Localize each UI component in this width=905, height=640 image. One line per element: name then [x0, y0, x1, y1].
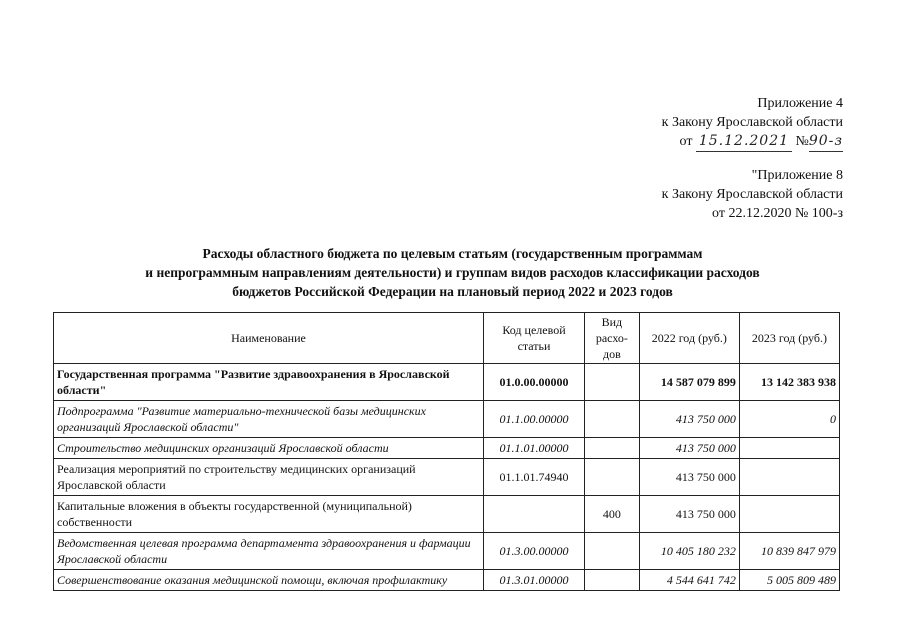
- row-2023: [739, 459, 839, 496]
- document-header: [662, 94, 843, 223]
- table-row: [54, 401, 840, 438]
- col-code-header: Код целевой статьи: [483, 313, 584, 364]
- law-line: к Закону Ярославской области: [661, 115, 843, 130]
- document-title: [50, 244, 855, 301]
- prev-appendix-line: "Приложение 8: [751, 168, 843, 183]
- table-row: [54, 533, 840, 570]
- row-2022: 413 750 000: [639, 459, 739, 496]
- row-2022: 4 544 641 742: [639, 570, 739, 591]
- col-name-header: Наименование: [54, 313, 484, 364]
- col-2023-header: 2023 год (руб.): [739, 313, 839, 364]
- row-code: 01.0.00.00000: [483, 364, 584, 401]
- row-2023: 10 839 847 979: [739, 533, 839, 570]
- row-name: Строительство медицинских организаций Ярославской области: [54, 438, 484, 459]
- table-row: [54, 459, 840, 496]
- row-vid: [585, 533, 640, 570]
- row-vid: [585, 401, 640, 438]
- row-2022: 10 405 180 232: [639, 533, 739, 570]
- row-2022: 413 750 000: [639, 438, 739, 459]
- row-code: 01.1.00.00000: [483, 401, 584, 438]
- row-vid: [585, 364, 640, 401]
- row-name: Ведомственная целевая программа департамента здравоохранения и фармации Ярославской области: [54, 533, 484, 570]
- handwritten-number: 90-з: [809, 132, 843, 152]
- row-2022: 14 587 079 899: [639, 364, 739, 401]
- table-row: [54, 364, 840, 401]
- number-label: №: [795, 134, 809, 149]
- row-vid: [585, 570, 640, 591]
- row-code: 01.1.01.00000: [483, 438, 584, 459]
- table-header-row: [54, 313, 840, 364]
- title-line-1: Расходы областного бюджета по целевым статьям (государственным программам: [202, 246, 703, 261]
- title-line-3: бюджетов Российской Федерации на плановый период 2022 и 2023 годов: [232, 284, 673, 299]
- row-vid: 400: [585, 496, 640, 533]
- table-row: [54, 496, 840, 533]
- row-code: 01.3.01.00000: [483, 570, 584, 591]
- row-2023: [739, 496, 839, 533]
- row-name: Государственная программа "Развитие здравоохранения в Ярославской области": [54, 364, 484, 401]
- row-code: 01.3.00.00000: [483, 533, 584, 570]
- row-2022: 413 750 000: [639, 401, 739, 438]
- expenses-table: [53, 312, 840, 591]
- row-code: [483, 496, 584, 533]
- row-vid: [585, 438, 640, 459]
- row-2023: 5 005 809 489: [739, 570, 839, 591]
- appendix-line: Приложение 4: [757, 96, 843, 111]
- prev-date-line: от 22.12.2020 № 100-з: [712, 206, 843, 221]
- handwritten-date: 15.12.2021: [696, 132, 792, 152]
- law-date-line: [662, 132, 843, 152]
- row-2023: 0: [739, 401, 839, 438]
- row-name: Подпрограмма "Развитие материально-технической базы медицинских организаций Ярославской области": [54, 401, 484, 438]
- col-2022-header: 2022 год (руб.): [639, 313, 739, 364]
- row-2022: 413 750 000: [639, 496, 739, 533]
- row-2023: [739, 438, 839, 459]
- prev-law-line: к Закону Ярославской области: [661, 187, 843, 202]
- row-code: 01.1.01.74940: [483, 459, 584, 496]
- row-2023: 13 142 383 938: [739, 364, 839, 401]
- row-vid: [585, 459, 640, 496]
- table-row: [54, 438, 840, 459]
- title-line-2: и непрограммным направлениям деятельности) и группам видов расходов классификации расходов: [145, 265, 760, 280]
- table-row: [54, 570, 840, 591]
- from-label: от: [679, 134, 693, 149]
- row-name: Совершенствование оказания медицинской помощи, включая профилактику: [54, 570, 484, 591]
- row-name: Реализация мероприятий по строительству медицинских организаций Ярославской области: [54, 459, 484, 496]
- row-name: Капитальные вложения в объекты государственной (муниципальной) собственности: [54, 496, 484, 533]
- col-vid-header: Вид расхо-дов: [585, 313, 640, 364]
